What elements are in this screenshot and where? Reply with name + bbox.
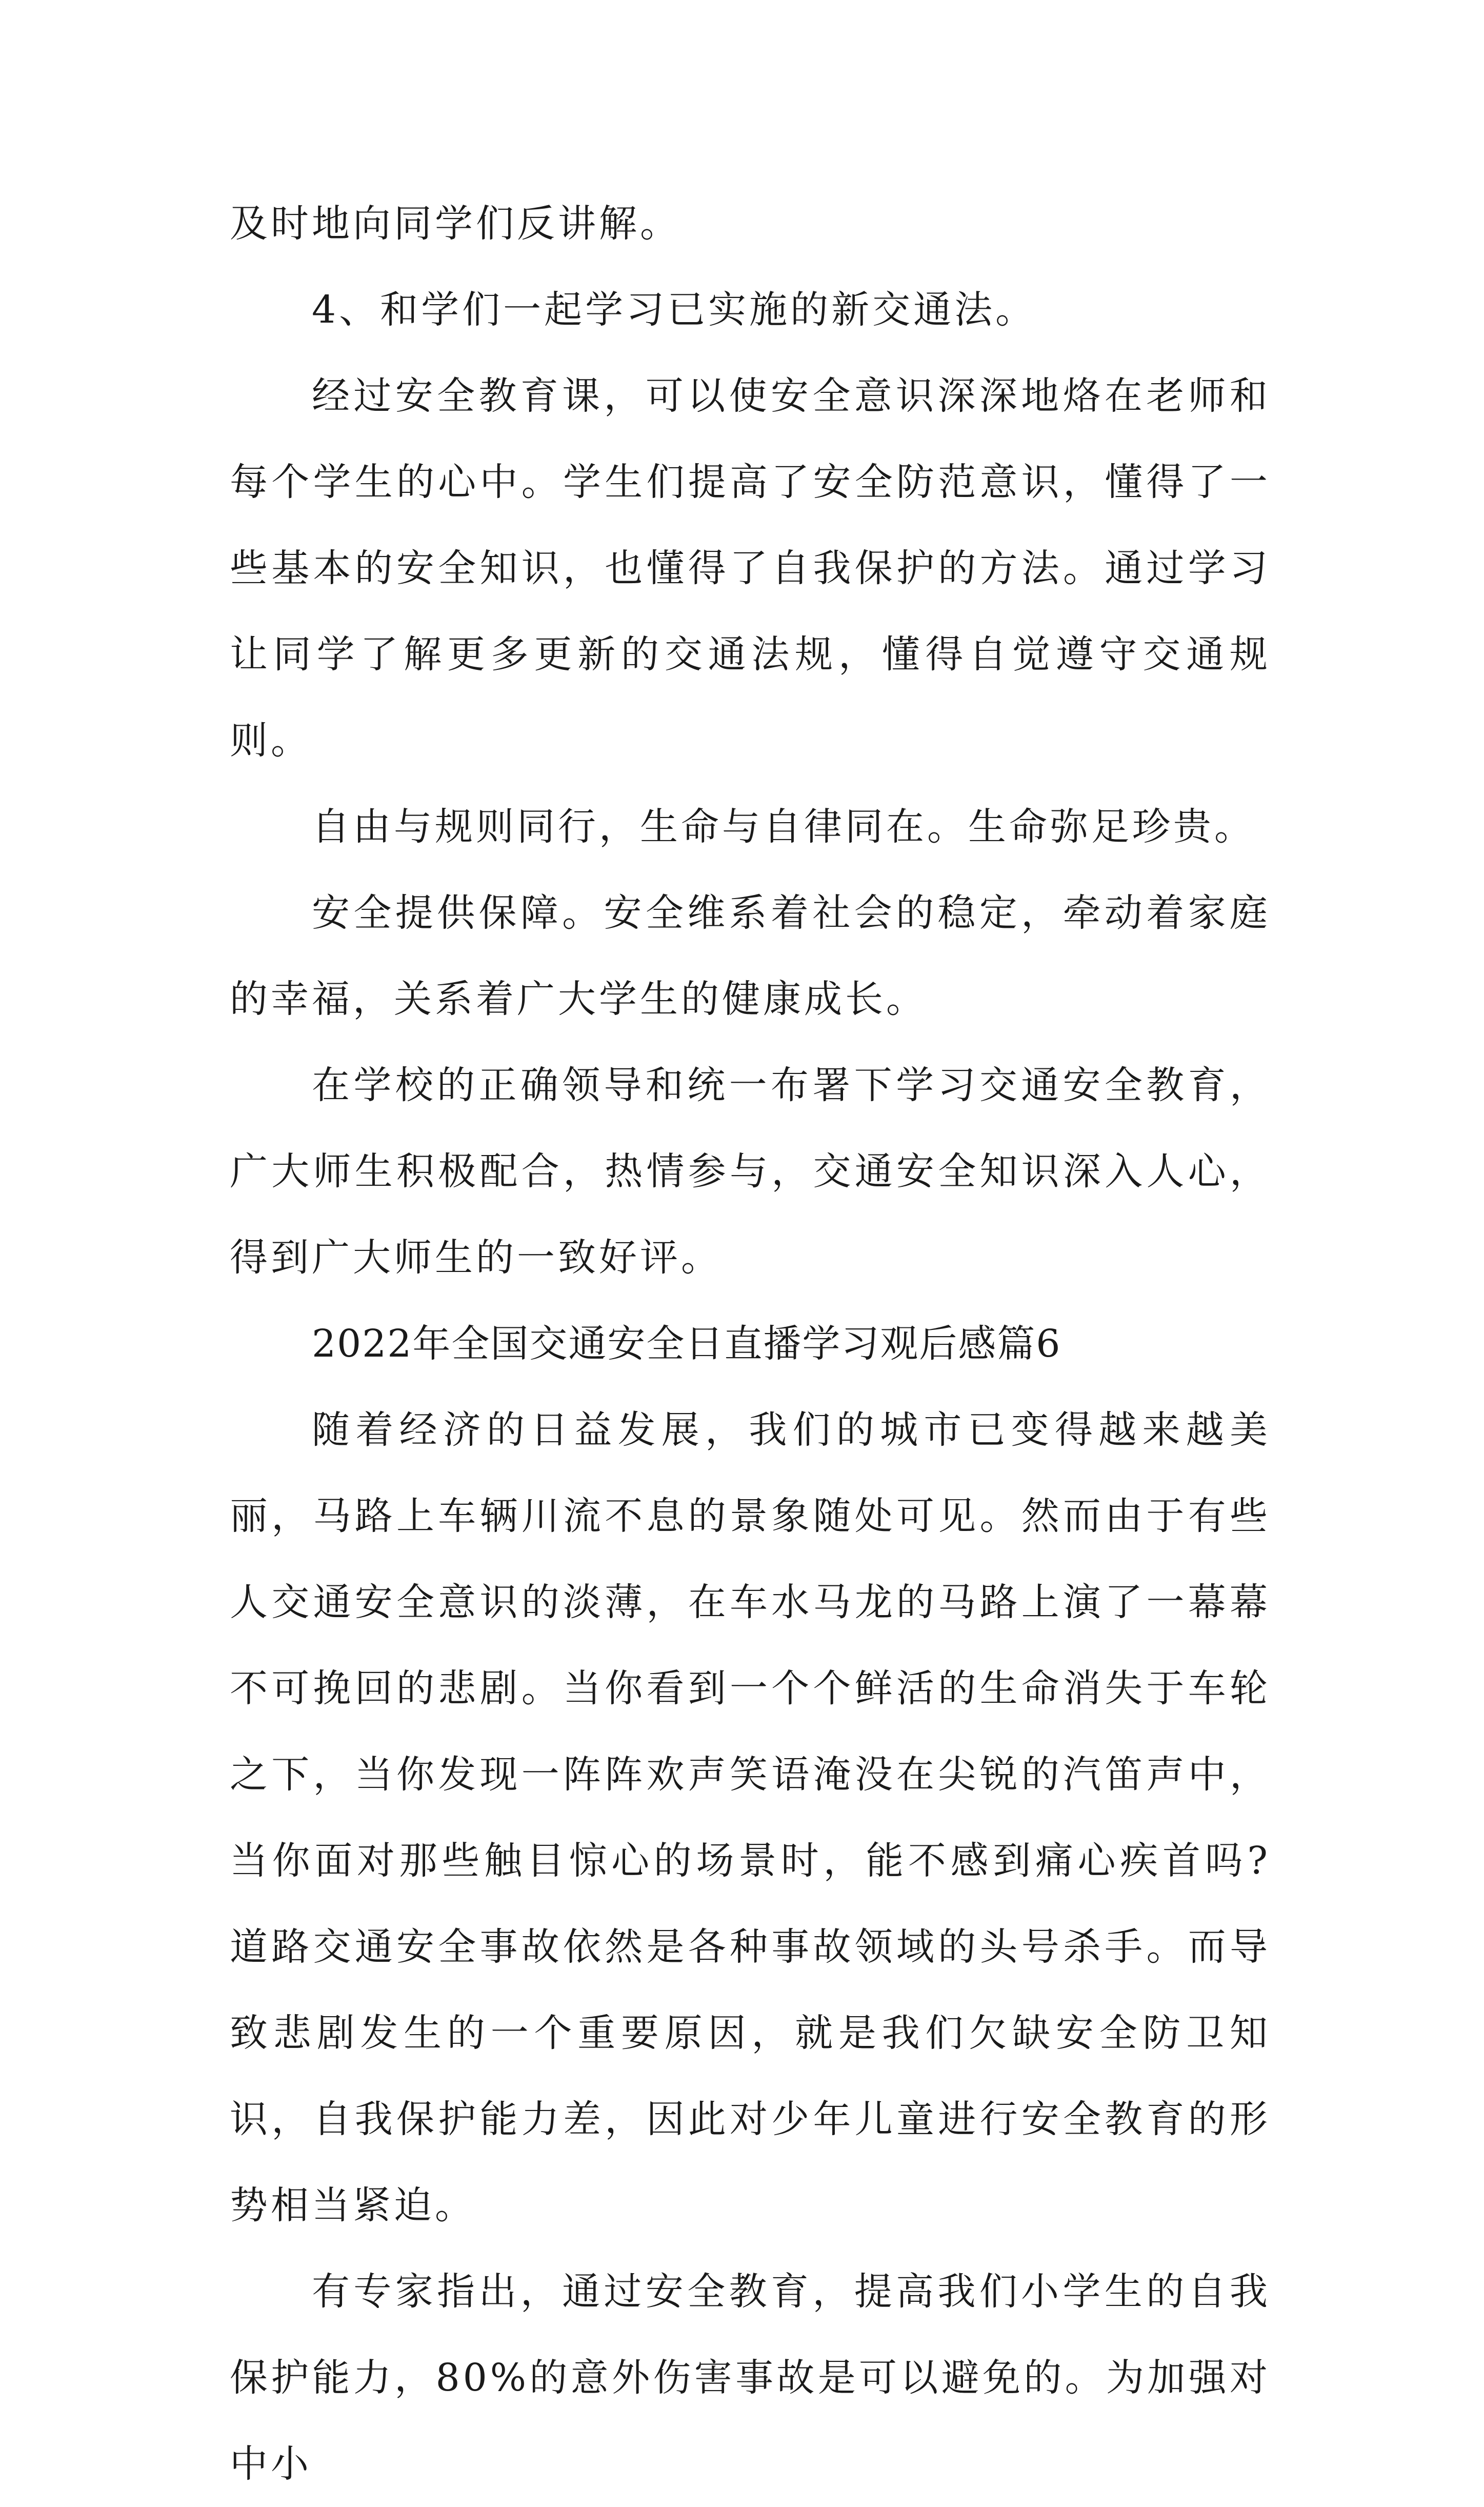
paragraph-expert-opinion: 有专家指出，通过安全教育，提高我们小学生的自我保护能力，80%的意外伤害事故是可以避免的。为加强对中小 [230, 2270, 1271, 2486]
paragraph-safety-class: 经过安全教育课，可以使安全意识深深地烙在老师和每个学生的心中。学生们提高了安全防范意识，懂得了一些基本的安全知识，也懂得了自我保护的方法。通过学习让同学了解更多更新的交通法规，懂得自觉遵守交通规则。 [230, 374, 1271, 763]
document-body [230, 181, 1271, 2507]
paragraph-continuation: 及时地向同学们反讲解。 [230, 202, 681, 246]
paragraph-freedom-rules: 自由与规则同行，生命与自律同在。生命弥足珍贵。 [312, 805, 1255, 849]
section-heading: 2022年全国交通安全日直播学习观后感篇6 [312, 1322, 1061, 1366]
paragraph-item-4: 4、和学们一起学习已实施的新交通法。 [312, 288, 1037, 332]
paragraph-school-leadership: 在学校的正确领导和统一布署下学习交通安全教育，广大师生积极配合，热情参与，交通安全知识深入人心，得到广大师生的一致好评。 [230, 1063, 1271, 1280]
paragraph-economic-development: 随着经济的日益发展，我们的城市已变得越来越美丽，马路上车辆川流不息的景象随处可见。然而由于有些人交通安全意识的淡薄，在车水马龙的马路上演了一幕幕不可挽回的悲剧。当你看到一个个鲜活的生命消失于车轮之下，当你发现一阵阵欢声笑语淹没在尖锐的汽笛声中，当你面对那些触目惊心的场景时，能不感到痛心疾首吗?道路交通安全事故依然是各种事故领域的头号杀手。而导致悲剧发生的一个重要原因，就是我们欠缺安全防卫知识，自我保护能力差，因此对少年儿童进行安全教育的形势相当紧迫。 [230, 1408, 1271, 2227]
paragraph-safety-guarantee: 安全提供保障。安全维系着社会的稳定，牵动着家庭的幸福，关系着广大学生的健康成长。 [230, 891, 1271, 1021]
